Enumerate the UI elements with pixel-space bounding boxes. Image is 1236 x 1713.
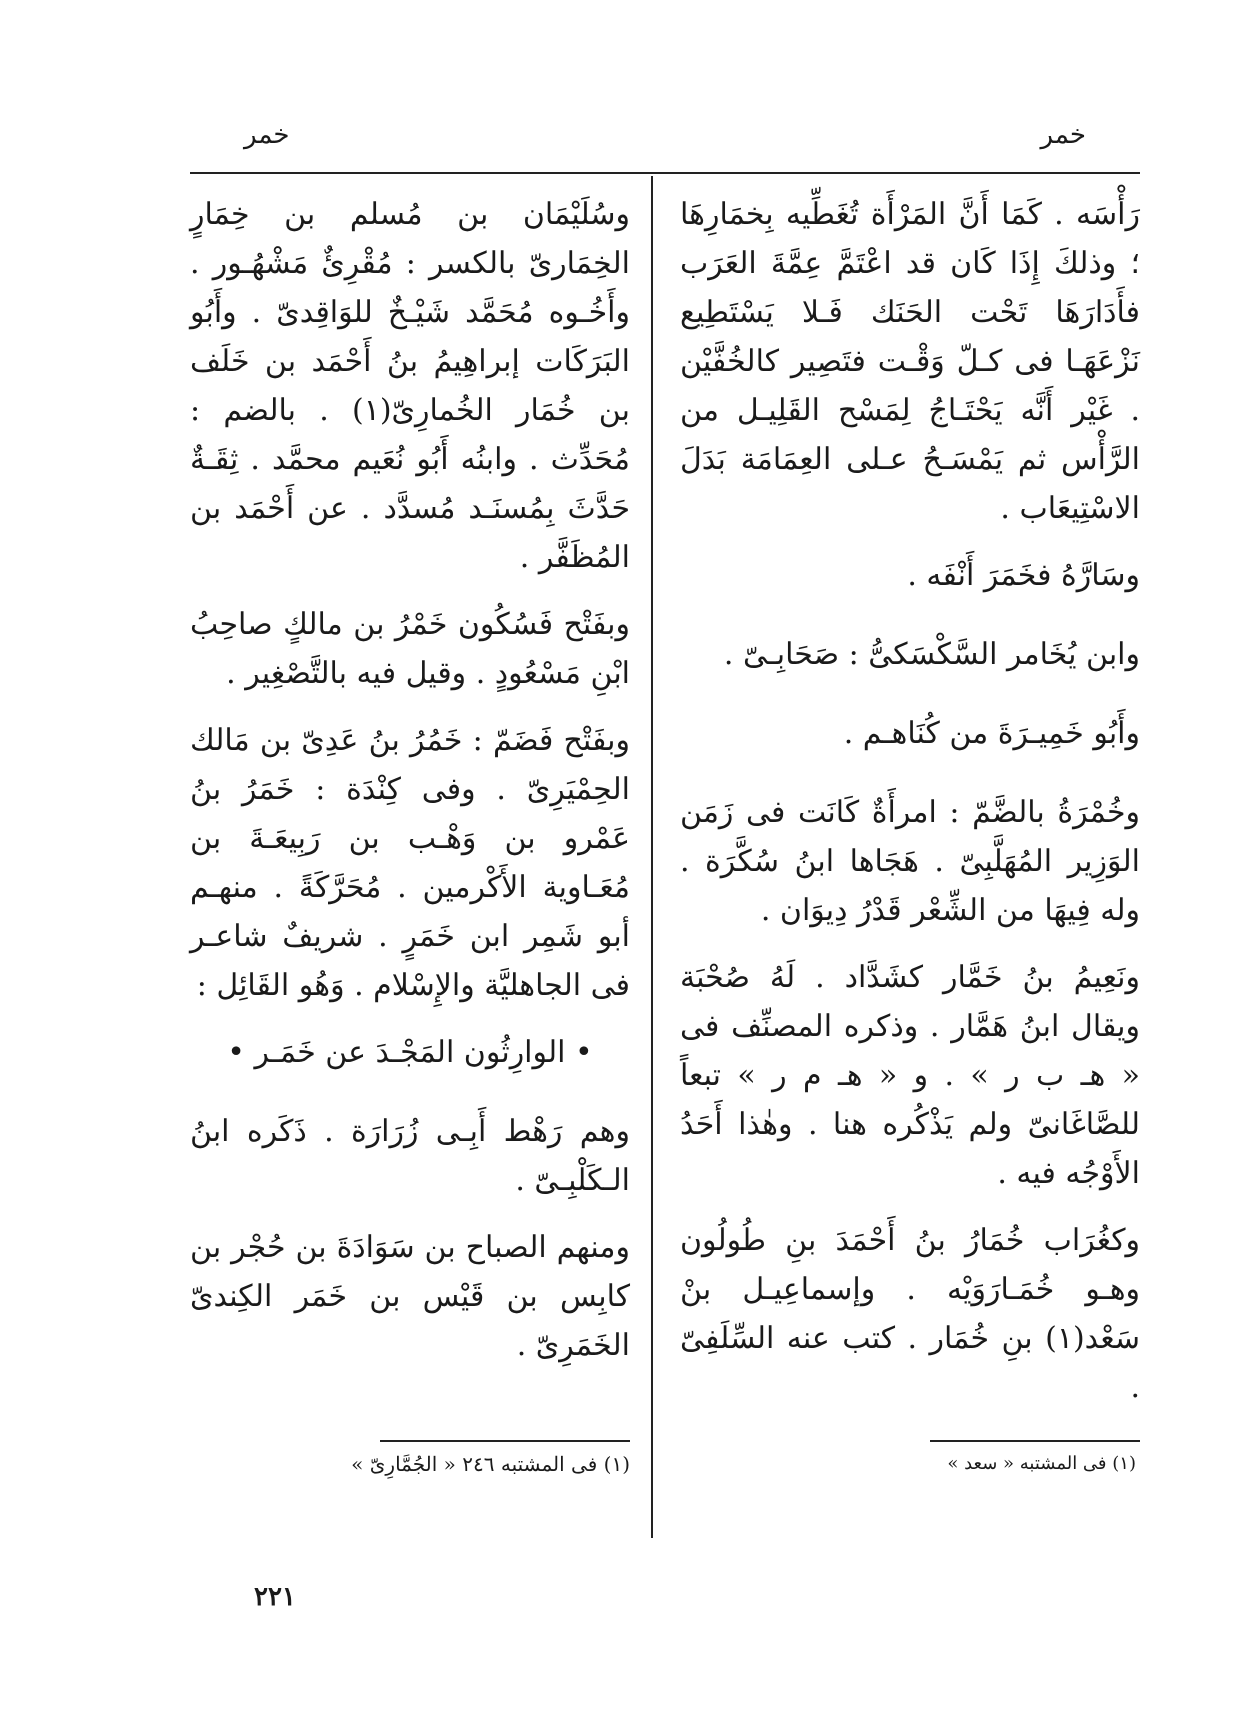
entry-paragraph: وهم رَهْط أَبِـى زُرَارَة . ذَكَره ابنُ الـكَلْبِـىّ . [190,1114,630,1198]
column-divider [651,176,653,1538]
header-rule [190,172,1140,174]
footnote-rule-left [380,1440,630,1442]
entry-paragraph: وسَارَّهُ فخَمَرَ أَنْفَه . [907,558,1140,593]
entry-paragraph: وخُمْرَةُ بالضَّمّ : امرأَةٌ كَانَت فى زَمَن الوَزِير المُهَلَّبِىّ . هَجَاها ابنُ سُكَّرَة . وله فِيهَا من الشِّعْر قَدْرُ دِيوَان . [680,795,1140,928]
footnote-right: (١) فى المشتبه « سعد » [947,1453,1136,1474]
entry-paragraph: وبفَتْح فَضَمّ : خَمُرُ بنُ عَدِىّ بن مَالك الحِمْيَرِىّ . وفى كِنْدَة : خَمَرُ بنُ عَمْرو بن وَهْـب بن رَبِيعَـةَ بن مُعَـاوية الأَكْرمين . مُحَرَّكَةً . منهـم أبو شَمِر ابن خَمَرٍ . شريفٌ شاعـر فى الجاهليَّة والإِسْلام . وَهُو القَائِل : [190,723,630,1003]
entry-paragraph: وسُلَيْمَان بن مُسلم بن خِمَارٍ الخِمَارىّ بالكسر : مُقْرِئٌ مَشْهُـور . وأَخُـوه مُحَمَّد شَيْـخٌ للوَاقِدىّ . وأَبُو البَرَكَات إبراهِيمُ بنُ أَحْمَد بن خَلَف بن خُمَار الخُمارِىّ(١) . بالضم : مُحَدِّث . وابنُه أَبُو نُعَيم محمَّد . ثِقَـةٌ حَدَّثَ بِمُسنَـد مُسدَّد . عن أَحْمَد بن المُظَفَّر . [190,197,630,575]
right-column [680,190,1140,1430]
footnote-rule-right [930,1440,1140,1442]
entry-paragraph: ومنهم الصباح بن سَوَادَةَ بن حُجْر بن كابِس بن قَيْس بن خَمَر الكِندىّ الخَمَرِىّ . [190,1230,630,1363]
entry-paragraph: رَأْسَه . كَمَا أَنَّ المَرْأَة تُغَطِّيه بِخمَارِهَا ؛ وذلكَ إِذَا كَان قد اعْتَمَّ عِمَّةَ العَرَب فأَدَارَهَا تَحْت الحَنَك فَـلا يَسْتَطِيع نَزْعَهَـا فى كـلّ وَقْـت فتَصِير كالخُفَّيْن . غَيْر أَنَّه يَحْتَـاجُ لِمَسْح القَلِيـل من الرَّأْس ثم يَمْسَـحُ عـلى العِمَامَة بَدَلَ الاسْتِيعَاب . [680,197,1140,526]
entry-paragraph: وكغُرَاب خُمَارُ بنُ أَحْمَدَ بنِ طُولُون وهـو خُمَـارَوَيْه . وإسماعِيـل بنْ سَعْد(١) بنِ خُمَار . كتب عنه السِّلَفِىّ . [680,1223,1140,1405]
entry-paragraph: وبفَتْح فَسُكُون خَمْرُ بن مالكٍ صاحِبُ ابْنِ مَسْعُودٍ . وقيل فيه بالتَّصْغِير . [190,607,630,691]
left-column [190,190,630,1388]
entry-paragraph: وأَبُو خَمِيـرَةَ من كُنَاهـم . [843,716,1140,751]
verse-line: • الوارِثُون المَجْـدَ عن خَمَـر • [227,1035,593,1070]
page-number: ٢٢١ [254,1582,296,1612]
header-word-right: خمر [1040,120,1086,150]
entry-paragraph: ونَعِيمُ بنُ خَمَّار كشَدَّاد . لَهُ صُحْبَة ويقال ابنُ هَمَّار . وذكره المصنِّف فى « هـ ب ر » . و « هـ م ر » تبعاً للصَّاغَانىّ ولم يَذْكُره هنا . وهٰذا أَحَدُ الأَوْجُه فيه . [680,960,1140,1191]
header-word-left: خمر [244,120,290,150]
footnote-left: (١) فى المشتبه ٢٤٦ « الجُمَّارِىّ » [351,1452,630,1476]
entry-paragraph: وابن يُخَامر السَّكْسَكىُّ : صَحَابِـىّ . [723,637,1140,672]
